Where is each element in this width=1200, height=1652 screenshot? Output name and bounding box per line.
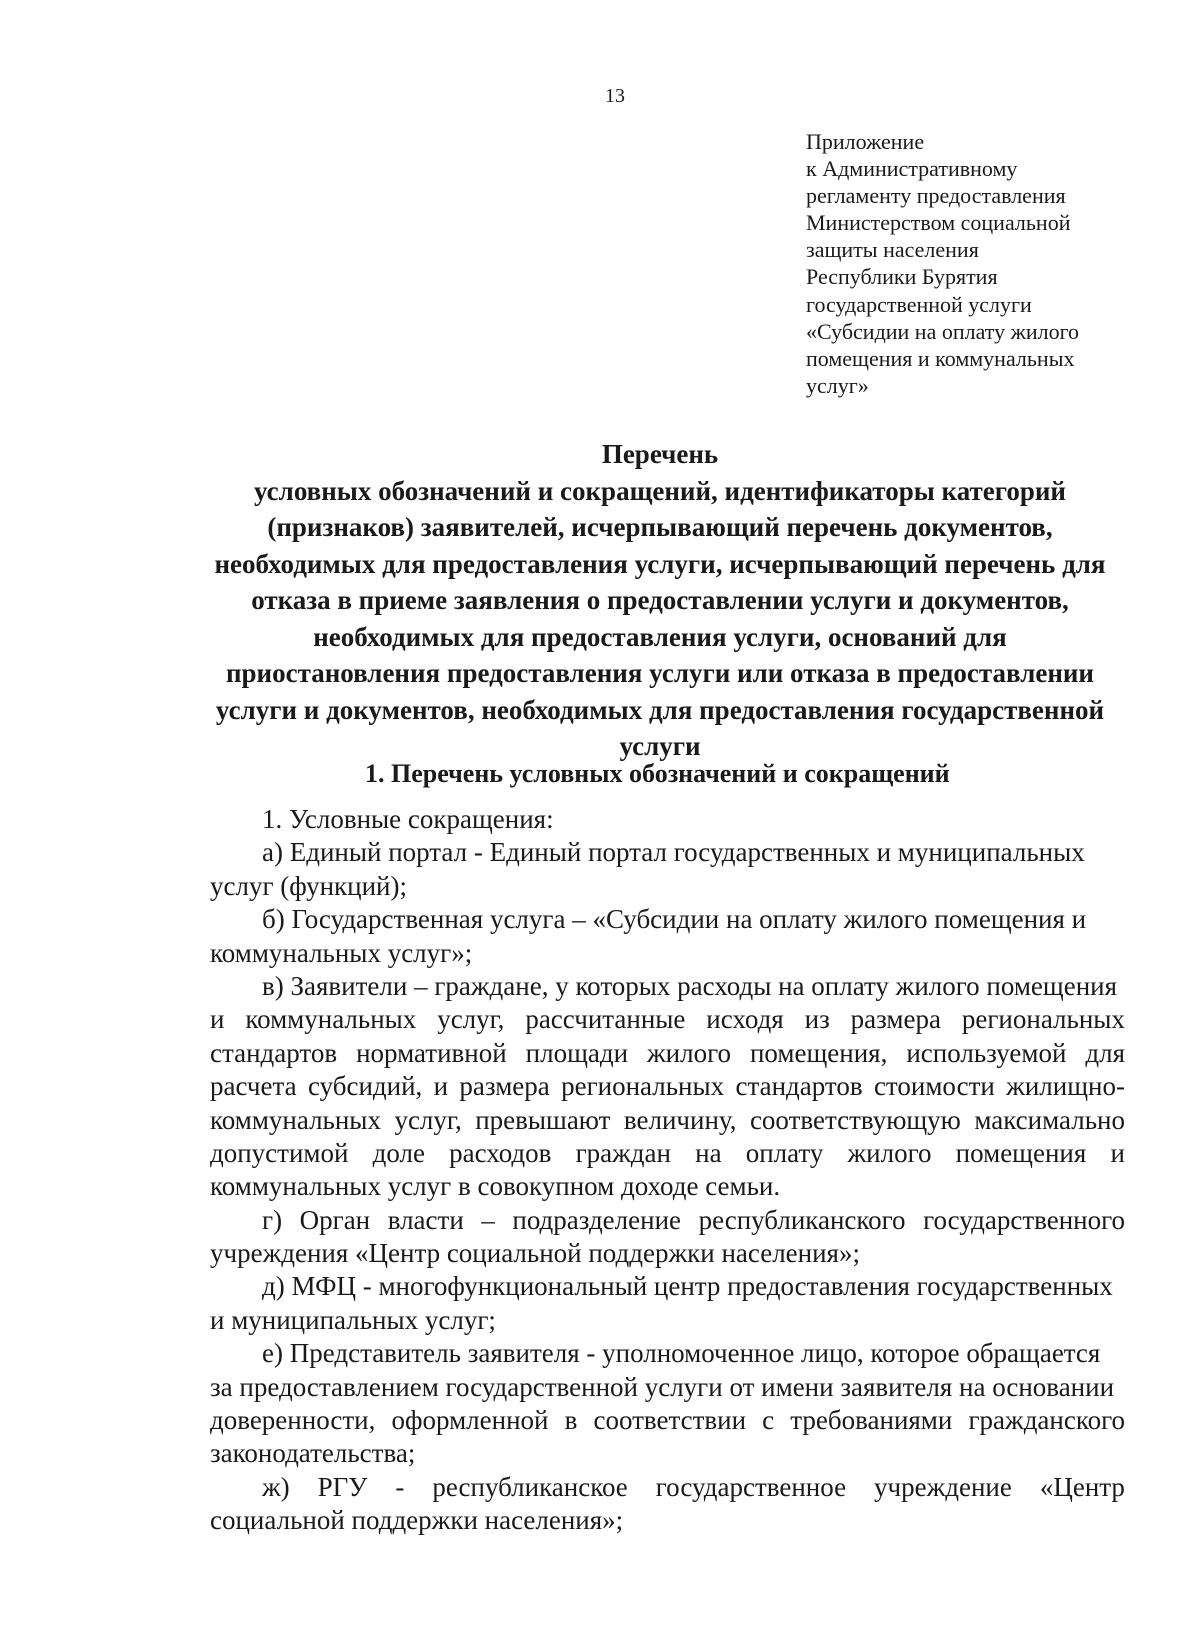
body-word: жилого <box>647 1037 732 1068</box>
body-line <box>210 1471 1125 1504</box>
body-word: республиканского <box>698 1204 906 1235</box>
body-word: с <box>762 1405 775 1436</box>
body-word: субсидий, <box>307 1071 423 1102</box>
body-line <box>210 1003 1125 1036</box>
body-word: допустимой <box>210 1137 349 1168</box>
title-line: Перечень <box>601 439 719 469</box>
body-word: коммунальных <box>210 1104 381 1135</box>
title-line: приостановления предоставления услуги или отказа в предоставлении <box>225 658 1094 688</box>
body-word: услуг, <box>394 1104 462 1135</box>
appendix-line: регламенту предоставления <box>806 183 1066 209</box>
appendix-line: защиты населения <box>806 237 979 263</box>
appendix-note <box>806 128 1166 399</box>
title-line: услуги и документов, необходимых для предоставления государственной <box>215 694 1105 725</box>
body-word: – <box>481 1204 495 1235</box>
body-line: коммунальных услуг в совокупном доходе семьи. <box>210 1171 781 1202</box>
body-word: региональных <box>561 1071 725 1102</box>
body-line: услуг (функций); <box>210 870 408 901</box>
body-line: б) Государственная услуга – «Субсидии на оплату жилого помещения и <box>262 904 1087 935</box>
body-line: законодательства; <box>210 1438 416 1469</box>
body-line <box>210 1037 1125 1070</box>
appendix-line: услуг» <box>806 372 869 398</box>
body-word: нормативной <box>356 1037 507 1068</box>
body-word: площади <box>525 1037 629 1068</box>
appendix-line: государственной услуги <box>806 291 1032 317</box>
body-line <box>210 1404 1125 1437</box>
body-word: стандартов <box>735 1071 863 1102</box>
page-number: 13 <box>605 85 625 107</box>
appendix-line: Приложение <box>806 129 925 154</box>
document-title <box>190 436 1130 765</box>
body-word: размера <box>850 1004 941 1035</box>
body-word: власти <box>387 1204 464 1235</box>
body-line: и муниципальных услуг; <box>210 1304 496 1335</box>
section-heading: 1. Перечень условных обозначений и сокращений <box>365 759 950 788</box>
body-word: на <box>695 1137 722 1168</box>
body-word: превышают <box>475 1104 611 1135</box>
body-word: региональных <box>961 1004 1125 1035</box>
title-line: отказа в приеме заявления о предоставлении услуги и документов, <box>251 585 1069 615</box>
appendix-line: к Административному <box>806 156 1018 182</box>
body-word: - <box>395 1471 405 1502</box>
body-word: рассчитанные <box>525 1004 686 1035</box>
body-line: социальной поддержки населения»; <box>210 1505 624 1536</box>
body-word: размера <box>459 1071 550 1102</box>
body-word: помещения <box>955 1137 1087 1168</box>
appendix-line: «Субсидии на оплату жилого <box>806 318 1080 344</box>
title-line: условных обозначений и сокращений, идентификаторы категорий <box>254 475 1066 506</box>
appendix-line: Министерством социальной <box>806 210 1071 236</box>
body-line: за предоставлением государственной услуги от имени заявителя на основании <box>210 1371 1115 1402</box>
title-line: необходимых для предоставления услуги, исчерпывающий перечень для <box>214 548 1106 579</box>
body-word: государственное <box>655 1471 847 1502</box>
body-word: помещения, <box>749 1037 888 1068</box>
body-word: гражданского <box>968 1405 1125 1436</box>
body-line: учреждения «Центр социальной поддержки населения»; <box>210 1238 860 1269</box>
body-line <box>210 1137 1125 1170</box>
body-word: республиканское <box>432 1471 628 1502</box>
body-line: е) Представитель заявителя - уполномоченное лицо, которое обращается <box>262 1338 1101 1369</box>
body-word: и <box>210 1004 225 1035</box>
body-word: г) <box>262 1204 283 1235</box>
body-line: д) МФЦ - многофункциональный центр предоставления государственных <box>262 1271 1113 1302</box>
body-word: и <box>1110 1137 1125 1168</box>
body-word: коммунальных <box>245 1004 417 1035</box>
appendix-line: помещения и коммунальных <box>806 345 1075 371</box>
body-word: из <box>804 1004 830 1035</box>
body-word: используемой <box>906 1037 1067 1068</box>
body-word: расчета <box>210 1071 297 1102</box>
body-word: жилого <box>847 1137 932 1168</box>
body-line: коммунальных услуг»; <box>210 937 473 968</box>
body-word: «Центр <box>1039 1471 1125 1502</box>
body-word: для <box>1085 1037 1125 1068</box>
body-word: учреждение <box>874 1471 1012 1502</box>
body-word: стоимости <box>873 1071 995 1102</box>
body-word: соответствующую <box>749 1104 961 1135</box>
body-word: исходя <box>706 1004 784 1035</box>
body-word: стандартов <box>210 1037 338 1068</box>
body-word: и <box>433 1071 449 1102</box>
body-word: доверенности, <box>210 1405 376 1436</box>
title-line: услуги <box>619 731 701 761</box>
body-line <box>210 1204 1125 1237</box>
body-line: в) Заявители – граждане, у которых расходы на оплату жилого помещения <box>262 970 1118 1001</box>
body-line: 1. Условные сокращения: <box>262 804 554 834</box>
body-word: требованиями <box>790 1405 953 1436</box>
body-word: граждан <box>575 1137 671 1168</box>
appendix-line: Республики Бурятия <box>806 264 998 290</box>
body-word: максимально <box>974 1104 1125 1135</box>
body-line <box>210 1070 1125 1103</box>
body-word: соответствии <box>593 1405 747 1436</box>
body-text <box>210 803 1125 1538</box>
body-word: величину, <box>623 1104 737 1135</box>
body-word: в <box>564 1405 578 1436</box>
body-word: оформленной <box>391 1405 549 1436</box>
body-word: ж) <box>262 1471 290 1502</box>
title-line: (признаков) заявителей, исчерпывающий перечень документов, <box>267 512 1053 542</box>
body-word: оплату <box>745 1137 824 1168</box>
body-word: услуг, <box>437 1004 505 1035</box>
title-line: необходимых для предоставления услуги, оснований для <box>313 621 1007 652</box>
body-word: доле <box>372 1137 425 1168</box>
body-word: РГУ <box>317 1471 368 1502</box>
body-line <box>210 1104 1125 1137</box>
body-word: Орган <box>299 1204 371 1235</box>
body-word: жилищно- <box>1006 1071 1125 1102</box>
body-word: расходов <box>449 1137 552 1168</box>
body-line: а) Единый портал - Единый портал государственных и муниципальных <box>262 837 1085 868</box>
body-word: подразделение <box>512 1204 682 1235</box>
body-word: государственного <box>923 1204 1125 1235</box>
